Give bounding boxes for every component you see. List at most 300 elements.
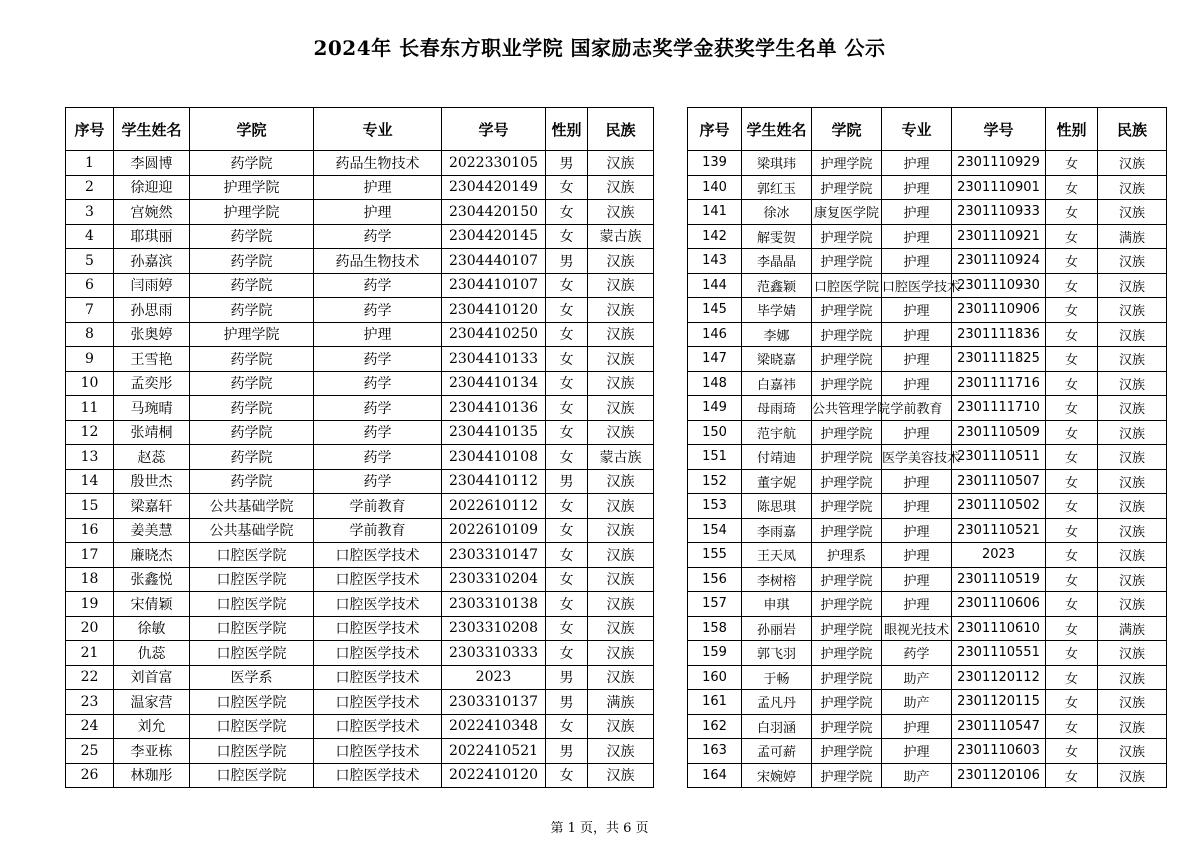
gender-cell: 女 — [546, 592, 588, 617]
ethnicity-cell: 汉族 — [588, 396, 654, 421]
table-row — [66, 739, 654, 764]
table-row — [66, 567, 654, 592]
name-cell: 李圆博 — [114, 151, 190, 176]
student-id-cell: 2301110924 — [952, 249, 1046, 274]
college-cell: 公共基础学院 — [190, 494, 314, 519]
student-id-cell: 2301110509 — [952, 420, 1046, 445]
name-cell: 李雨嘉 — [742, 518, 812, 543]
seq-cell: 1 — [66, 151, 114, 176]
major-cell: 药学 — [314, 273, 442, 298]
college-cell: 护理学院 — [812, 420, 882, 445]
column-header-ethnicity: 民族 — [1098, 108, 1167, 151]
seq-cell: 24 — [66, 714, 114, 739]
table-row — [66, 714, 654, 739]
gender-cell: 女 — [1046, 616, 1098, 641]
name-cell: 殷世杰 — [114, 469, 190, 494]
name-cell: 范宇航 — [742, 420, 812, 445]
name-cell: 闫雨婷 — [114, 273, 190, 298]
table-row — [688, 200, 1167, 225]
name-cell: 张鑫悦 — [114, 567, 190, 592]
ethnicity-cell: 汉族 — [588, 322, 654, 347]
seq-cell: 141 — [688, 200, 742, 225]
ethnicity-cell: 汉族 — [1098, 469, 1167, 494]
seq-cell: 149 — [688, 396, 742, 421]
seq-cell: 20 — [66, 616, 114, 641]
seq-cell: 139 — [688, 151, 742, 176]
name-cell: 梁晓嘉 — [742, 347, 812, 372]
ethnicity-cell: 汉族 — [588, 543, 654, 568]
table-row — [688, 420, 1167, 445]
gender-cell: 女 — [1046, 347, 1098, 372]
major-cell: 护理 — [314, 175, 442, 200]
student-id-cell: 2301110547 — [952, 714, 1046, 739]
seq-cell: 4 — [66, 224, 114, 249]
major-cell: 药学 — [314, 469, 442, 494]
seq-cell: 21 — [66, 641, 114, 666]
student-id-cell: 2022610112 — [442, 494, 546, 519]
student-id-cell: 2301110610 — [952, 616, 1046, 641]
table-row — [688, 273, 1167, 298]
table-row — [66, 371, 654, 396]
major-cell: 学前教育 — [314, 518, 442, 543]
gender-cell: 女 — [546, 175, 588, 200]
name-cell: 赵蕊 — [114, 445, 190, 470]
student-id-cell: 2301110511 — [952, 445, 1046, 470]
column-header-college: 学院 — [190, 108, 314, 151]
college-cell: 药学院 — [190, 371, 314, 396]
gender-cell: 女 — [1046, 690, 1098, 715]
table-row — [66, 273, 654, 298]
college-cell: 护理学院 — [812, 763, 882, 788]
table-row — [66, 224, 654, 249]
student-id-cell: 2304410108 — [442, 445, 546, 470]
table-row — [66, 249, 654, 274]
student-id-cell: 2304420150 — [442, 200, 546, 225]
student-id-cell: 2301120106 — [952, 763, 1046, 788]
major-cell: 药学 — [314, 371, 442, 396]
major-cell: 口腔医学技术 — [314, 641, 442, 666]
gender-cell: 女 — [546, 322, 588, 347]
student-id-cell: 2301110930 — [952, 273, 1046, 298]
table-row — [688, 592, 1167, 617]
table-row — [688, 714, 1167, 739]
column-header-college: 学院 — [812, 108, 882, 151]
name-cell: 孙思雨 — [114, 298, 190, 323]
gender-cell: 男 — [546, 739, 588, 764]
major-cell: 口腔医学技术 — [314, 763, 442, 788]
name-cell: 徐冰 — [742, 200, 812, 225]
table-row — [66, 518, 654, 543]
name-cell: 孟奕彤 — [114, 371, 190, 396]
major-cell: 学前教育 — [882, 396, 952, 421]
college-cell: 口腔医学院 — [190, 616, 314, 641]
seq-cell: 154 — [688, 518, 742, 543]
gender-cell: 女 — [546, 371, 588, 396]
seq-cell: 140 — [688, 175, 742, 200]
gender-cell: 女 — [1046, 469, 1098, 494]
table-row — [688, 665, 1167, 690]
gender-cell: 女 — [546, 616, 588, 641]
major-cell: 药品生物技术 — [314, 249, 442, 274]
ethnicity-cell: 汉族 — [1098, 298, 1167, 323]
ethnicity-cell: 蒙古族 — [588, 445, 654, 470]
name-cell: 刘首富 — [114, 665, 190, 690]
seq-cell: 145 — [688, 298, 742, 323]
gender-cell: 女 — [1046, 273, 1098, 298]
table-row — [66, 469, 654, 494]
major-cell: 护理 — [882, 298, 952, 323]
ethnicity-cell: 汉族 — [588, 175, 654, 200]
college-cell: 药学院 — [190, 347, 314, 372]
column-header-name: 学生姓名 — [742, 108, 812, 151]
table-row — [66, 763, 654, 788]
student-id-cell: 2301110901 — [952, 175, 1046, 200]
table-header-row — [688, 108, 1167, 151]
major-cell: 药学 — [314, 347, 442, 372]
seq-cell: 26 — [66, 763, 114, 788]
major-cell: 护理 — [882, 420, 952, 445]
major-cell: 护理 — [882, 494, 952, 519]
student-id-cell: 2301111716 — [952, 371, 1046, 396]
major-cell: 护理 — [882, 151, 952, 176]
gender-cell: 女 — [1046, 641, 1098, 666]
name-cell: 白羽涵 — [742, 714, 812, 739]
college-cell: 护理学院 — [812, 445, 882, 470]
student-id-cell: 2301111710 — [952, 396, 1046, 421]
award-table-left — [65, 107, 654, 788]
major-cell: 护理 — [882, 200, 952, 225]
ethnicity-cell: 满族 — [1098, 224, 1167, 249]
name-cell: 郭飞羽 — [742, 641, 812, 666]
student-id-cell: 2303310204 — [442, 567, 546, 592]
column-header-major: 专业 — [882, 108, 952, 151]
seq-cell: 143 — [688, 249, 742, 274]
gender-cell: 女 — [1046, 151, 1098, 176]
gender-cell: 女 — [546, 714, 588, 739]
ethnicity-cell: 汉族 — [1098, 494, 1167, 519]
gender-cell: 女 — [546, 641, 588, 666]
major-cell: 助产 — [882, 665, 952, 690]
table-row — [66, 151, 654, 176]
ethnicity-cell: 汉族 — [588, 469, 654, 494]
ethnicity-cell: 汉族 — [588, 616, 654, 641]
major-cell: 护理 — [882, 224, 952, 249]
seq-cell: 162 — [688, 714, 742, 739]
student-id-cell: 2301120112 — [952, 665, 1046, 690]
table-row — [688, 396, 1167, 421]
student-id-cell: 2301110521 — [952, 518, 1046, 543]
ethnicity-cell: 汉族 — [1098, 543, 1167, 568]
table-row — [688, 249, 1167, 274]
page-footer: 第 1 页，共 6 页 — [550, 821, 649, 836]
major-cell: 护理 — [882, 567, 952, 592]
gender-cell: 男 — [546, 469, 588, 494]
college-cell: 药学院 — [190, 469, 314, 494]
major-cell: 护理 — [314, 322, 442, 347]
college-cell: 护理学院 — [812, 322, 882, 347]
ethnicity-cell: 蒙古族 — [588, 224, 654, 249]
student-id-cell: 2301110507 — [952, 469, 1046, 494]
name-cell: 李娜 — [742, 322, 812, 347]
seq-cell: 8 — [66, 322, 114, 347]
student-id-cell: 2304410135 — [442, 420, 546, 445]
major-cell: 口腔医学技术 — [314, 543, 442, 568]
ethnicity-cell: 汉族 — [1098, 249, 1167, 274]
table-row — [66, 592, 654, 617]
student-id-cell: 2304410112 — [442, 469, 546, 494]
table-row — [688, 347, 1167, 372]
student-id-cell: 2301110551 — [952, 641, 1046, 666]
major-cell: 护理 — [882, 371, 952, 396]
name-cell: 李树榕 — [742, 567, 812, 592]
table-row — [688, 224, 1167, 249]
seq-cell: 152 — [688, 469, 742, 494]
student-id-cell: 2301110603 — [952, 739, 1046, 764]
table-row — [66, 298, 654, 323]
major-cell: 药学 — [314, 445, 442, 470]
college-cell: 口腔医学院 — [190, 690, 314, 715]
column-header-seq: 序号 — [66, 108, 114, 151]
major-cell: 护理 — [882, 518, 952, 543]
college-cell: 护理学院 — [812, 739, 882, 764]
table-row — [66, 616, 654, 641]
college-cell: 护理学院 — [812, 298, 882, 323]
ethnicity-cell: 汉族 — [588, 592, 654, 617]
college-cell: 护理学院 — [812, 592, 882, 617]
college-cell: 护理系 — [812, 543, 882, 568]
college-cell: 护理学院 — [812, 518, 882, 543]
gender-cell: 女 — [546, 763, 588, 788]
gender-cell: 女 — [1046, 396, 1098, 421]
seq-cell: 11 — [66, 396, 114, 421]
major-cell: 口腔医学技术 — [314, 690, 442, 715]
column-header-gender: 性别 — [546, 108, 588, 151]
seq-cell: 7 — [66, 298, 114, 323]
gender-cell: 女 — [1046, 420, 1098, 445]
seq-cell: 10 — [66, 371, 114, 396]
college-cell: 口腔医学院 — [190, 714, 314, 739]
table-row — [66, 347, 654, 372]
gender-cell: 女 — [1046, 445, 1098, 470]
name-cell: 廉晓杰 — [114, 543, 190, 568]
gender-cell: 女 — [546, 543, 588, 568]
ethnicity-cell: 汉族 — [588, 200, 654, 225]
name-cell: 郭红玉 — [742, 175, 812, 200]
table-row — [66, 665, 654, 690]
name-cell: 孟可薪 — [742, 739, 812, 764]
seq-cell: 156 — [688, 567, 742, 592]
table-row — [66, 690, 654, 715]
student-id-cell: 2301110906 — [952, 298, 1046, 323]
ethnicity-cell: 汉族 — [1098, 200, 1167, 225]
college-cell: 护理学院 — [812, 641, 882, 666]
gender-cell: 男 — [546, 690, 588, 715]
ethnicity-cell: 汉族 — [588, 641, 654, 666]
seq-cell: 5 — [66, 249, 114, 274]
student-id-cell: 2304410136 — [442, 396, 546, 421]
student-id-cell: 2301110929 — [952, 151, 1046, 176]
student-id-cell: 2304420145 — [442, 224, 546, 249]
student-id-cell: 2301110606 — [952, 592, 1046, 617]
name-cell: 姜美慧 — [114, 518, 190, 543]
table-row — [66, 200, 654, 225]
table-row — [688, 494, 1167, 519]
major-cell: 学前教育 — [314, 494, 442, 519]
gender-cell: 女 — [1046, 200, 1098, 225]
ethnicity-cell: 满族 — [588, 690, 654, 715]
table-row — [688, 543, 1167, 568]
college-cell: 药学院 — [190, 273, 314, 298]
name-cell: 范鑫颖 — [742, 273, 812, 298]
ethnicity-cell: 汉族 — [1098, 151, 1167, 176]
name-cell: 付靖迪 — [742, 445, 812, 470]
gender-cell: 女 — [1046, 322, 1098, 347]
gender-cell: 女 — [546, 273, 588, 298]
ethnicity-cell: 汉族 — [588, 494, 654, 519]
college-cell: 护理学院 — [812, 690, 882, 715]
student-id-cell: 2022610109 — [442, 518, 546, 543]
table-row — [66, 641, 654, 666]
name-cell: 徐敏 — [114, 616, 190, 641]
table-row — [688, 518, 1167, 543]
college-cell: 护理学院 — [812, 175, 882, 200]
table-row — [688, 371, 1167, 396]
name-cell: 宋婉婷 — [742, 763, 812, 788]
name-cell: 刘允 — [114, 714, 190, 739]
gender-cell: 女 — [546, 298, 588, 323]
student-id-cell: 2303310138 — [442, 592, 546, 617]
ethnicity-cell: 汉族 — [588, 151, 654, 176]
seq-cell: 151 — [688, 445, 742, 470]
college-cell: 口腔医学院 — [190, 592, 314, 617]
college-cell: 康复医学院 — [812, 200, 882, 225]
gender-cell: 女 — [1046, 739, 1098, 764]
table-row — [688, 445, 1167, 470]
ethnicity-cell: 汉族 — [588, 298, 654, 323]
seq-cell: 144 — [688, 273, 742, 298]
college-cell: 护理学院 — [812, 347, 882, 372]
gender-cell: 男 — [546, 151, 588, 176]
ethnicity-cell: 汉族 — [588, 665, 654, 690]
college-cell: 护理学院 — [812, 249, 882, 274]
college-cell: 药学院 — [190, 445, 314, 470]
college-cell: 口腔医学院 — [190, 641, 314, 666]
table-row — [688, 616, 1167, 641]
ethnicity-cell: 汉族 — [1098, 641, 1167, 666]
seq-cell: 159 — [688, 641, 742, 666]
college-cell: 药学院 — [190, 420, 314, 445]
gender-cell: 女 — [1046, 224, 1098, 249]
college-cell: 公共基础学院 — [190, 518, 314, 543]
seq-cell: 160 — [688, 665, 742, 690]
table-row — [688, 469, 1167, 494]
college-cell: 护理学院 — [812, 151, 882, 176]
column-header-seq: 序号 — [688, 108, 742, 151]
name-cell: 孙丽岩 — [742, 616, 812, 641]
major-cell: 口腔医学技术 — [314, 616, 442, 641]
major-cell: 口腔医学技术 — [882, 273, 952, 298]
major-cell: 护理 — [882, 322, 952, 347]
ethnicity-cell: 汉族 — [1098, 592, 1167, 617]
major-cell: 药品生物技术 — [314, 151, 442, 176]
name-cell: 王天凤 — [742, 543, 812, 568]
award-table-right — [687, 107, 1167, 788]
name-cell: 董字妮 — [742, 469, 812, 494]
seq-cell: 147 — [688, 347, 742, 372]
seq-cell: 13 — [66, 445, 114, 470]
table-row — [66, 175, 654, 200]
student-id-cell: 2304410120 — [442, 298, 546, 323]
name-cell: 林珈彤 — [114, 763, 190, 788]
major-cell: 口腔医学技术 — [314, 739, 442, 764]
major-cell: 医学美容技术 — [882, 445, 952, 470]
name-cell: 解雯贺 — [742, 224, 812, 249]
college-cell: 护理学院 — [812, 469, 882, 494]
table-row — [688, 739, 1167, 764]
seq-cell: 163 — [688, 739, 742, 764]
major-cell: 药学 — [882, 641, 952, 666]
table-row — [688, 322, 1167, 347]
student-id-cell: 2301111825 — [952, 347, 1046, 372]
seq-cell: 16 — [66, 518, 114, 543]
student-id-cell: 2301111836 — [952, 322, 1046, 347]
student-id-cell: 2304410250 — [442, 322, 546, 347]
ethnicity-cell: 汉族 — [1098, 665, 1167, 690]
major-cell: 护理 — [882, 249, 952, 274]
major-cell: 口腔医学技术 — [314, 567, 442, 592]
student-id-cell: 2304410134 — [442, 371, 546, 396]
gender-cell: 女 — [1046, 371, 1098, 396]
student-id-cell: 2022410348 — [442, 714, 546, 739]
major-cell: 药学 — [314, 298, 442, 323]
student-id-cell: 2303310208 — [442, 616, 546, 641]
gender-cell: 女 — [1046, 567, 1098, 592]
student-id-cell: 2023 — [442, 665, 546, 690]
name-cell: 孟凡丹 — [742, 690, 812, 715]
ethnicity-cell: 汉族 — [1098, 347, 1167, 372]
name-cell: 宫婉然 — [114, 200, 190, 225]
table-row — [688, 690, 1167, 715]
student-id-cell: 2301110519 — [952, 567, 1046, 592]
college-cell: 护理学院 — [812, 616, 882, 641]
student-id-cell: 2301120115 — [952, 690, 1046, 715]
column-header-student-id: 学号 — [952, 108, 1046, 151]
seq-cell: 148 — [688, 371, 742, 396]
table-row — [66, 420, 654, 445]
student-id-cell: 2022410120 — [442, 763, 546, 788]
college-cell: 口腔医学院 — [190, 567, 314, 592]
table-row — [66, 322, 654, 347]
student-id-cell: 2304420149 — [442, 175, 546, 200]
seq-cell: 18 — [66, 567, 114, 592]
gender-cell: 女 — [546, 567, 588, 592]
college-cell: 药学院 — [190, 396, 314, 421]
major-cell: 口腔医学技术 — [314, 592, 442, 617]
column-header-name: 学生姓名 — [114, 108, 190, 151]
ethnicity-cell: 汉族 — [1098, 420, 1167, 445]
seq-cell: 23 — [66, 690, 114, 715]
name-cell: 徐迎迎 — [114, 175, 190, 200]
ethnicity-cell: 汉族 — [1098, 445, 1167, 470]
name-cell: 王雪艳 — [114, 347, 190, 372]
gender-cell: 女 — [1046, 175, 1098, 200]
college-cell: 护理学院 — [812, 494, 882, 519]
gender-cell: 女 — [1046, 665, 1098, 690]
seq-cell: 25 — [66, 739, 114, 764]
ethnicity-cell: 汉族 — [588, 567, 654, 592]
seq-cell: 161 — [688, 690, 742, 715]
student-id-cell: 2022410521 — [442, 739, 546, 764]
